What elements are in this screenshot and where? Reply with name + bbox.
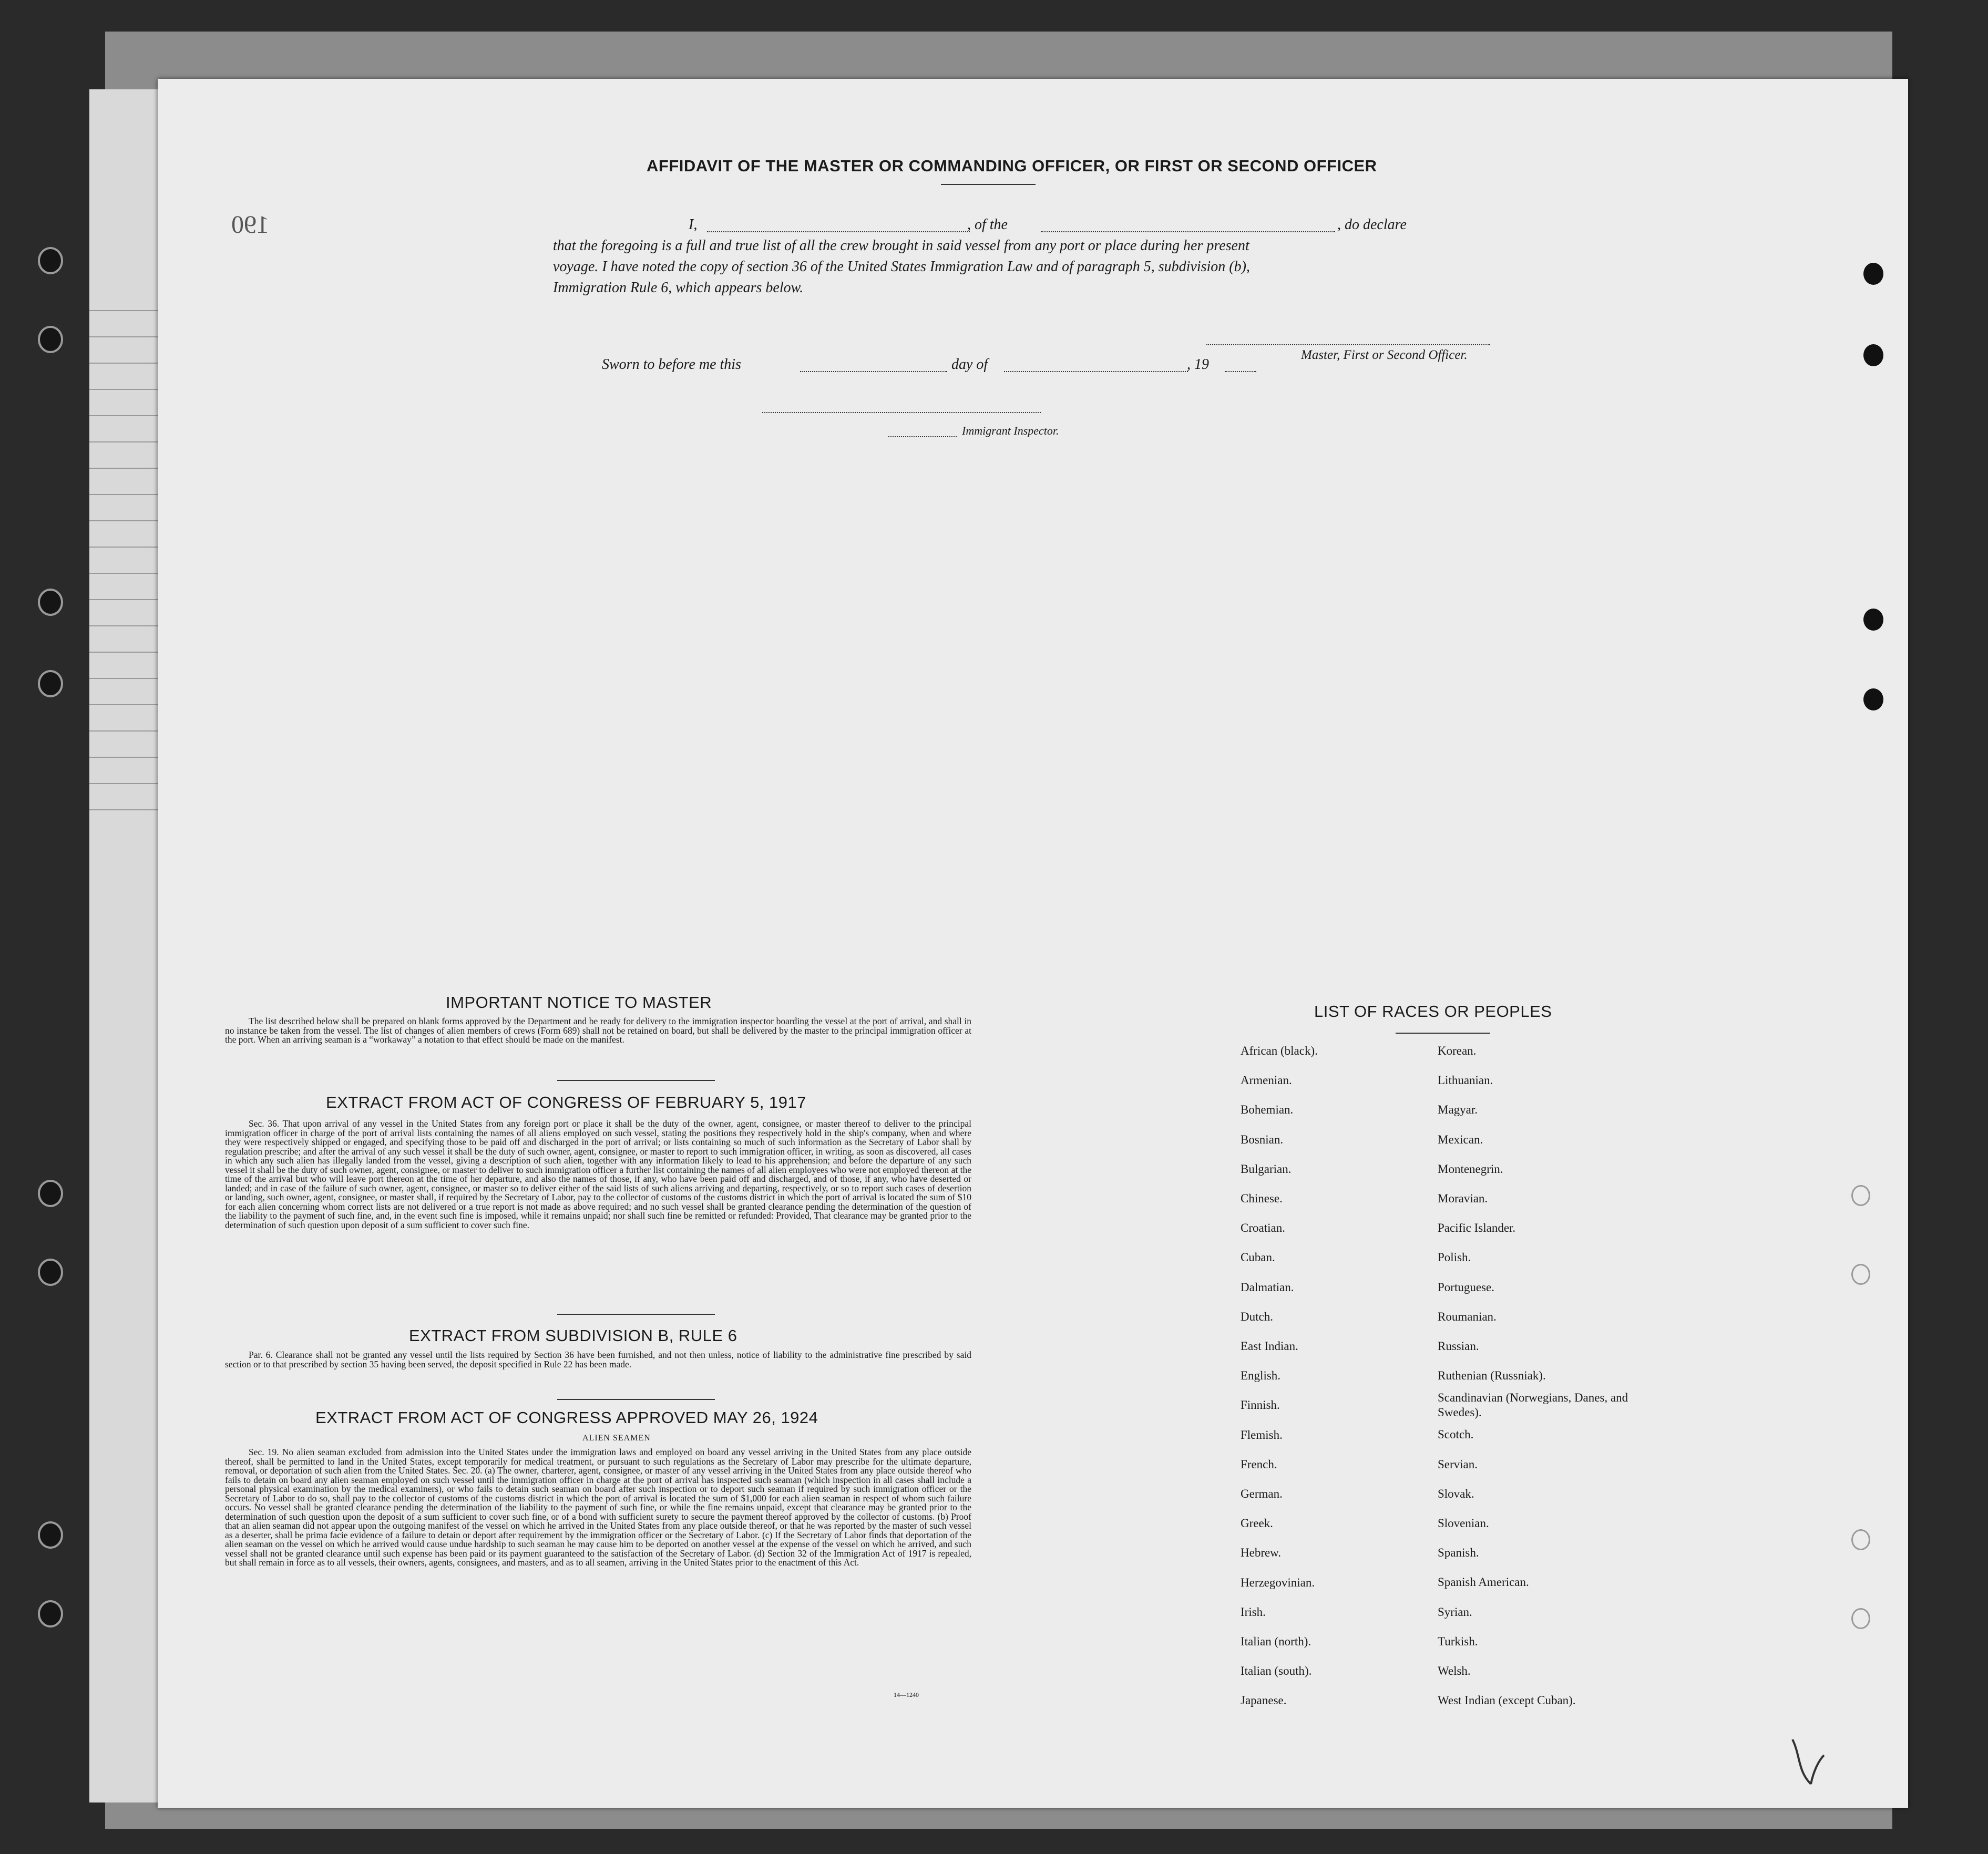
races-right-column	[1438, 1036, 1637, 1715]
punch-hole-icon	[38, 589, 63, 616]
punch-hole-icon	[1863, 688, 1883, 710]
punch-hole-icon	[1851, 1608, 1870, 1629]
sworn-mid: day of	[951, 356, 988, 373]
extract-1917-body: Sec. 36. That upon arrival of any vessel in the United States from any foreign port or place it shall be the duty of the owner, agent, consignee, or master thereof to deliver to the principal immigration officer in charge of the port of arrival lists containing the names of all aliens employed on such vessel, stating the positions they respectively hold in the ship's company, when and where they were respectively shipped or engaged, and specifying those to be paid off and discharged in the port of arrival; or lists containing so much of such information as the Secretary of Labor shall by regulation prescribe; and after the arrival of any such vessel it shall be the duty of such owner, agent, consignee, or master to report to such immigration officer, in writing, as soon as discovered, all cases in which any such alien has illegally landed from the vessel, giving a description of such alien, together with any information likely to lead to his apprehension; and before the departure of any such vessel it shall be the duty of such owner, agent, consignee, or master to deliver to such immigration officer a further list containing the names of all alien employees who were not employed thereon at the time of the arrival but who will leave port thereon at the time of her departure, and also the names of those, if any, who have been paid off and discharged, and of those, if any, who have deserted or landed; and in case of the failure of such owner, agent, consignee, or master so to deliver either of the said lists of such aliens arriving and departing, respectively, or so to report such cases of desertion or landing, such owner, agent, consignee, or master shall, if required by the Secretary of Labor, pay to the collector of customs of the customs district in which the port of arrival is located the sum of $10 for each alien concerning whom correct lists are not delivered or a true report is not made as above required; and no such vessel shall be granted clearance pending the determination of the question of the liability to the payment of such fine, and, in the event such fine is imposed, while it remains unpaid; nor shall such fine be remitted or refunded: Provided, That clearance may be granted prior to the determination of such question upon deposit of a sum sufficient to cover such fine.	[225, 1118, 971, 1230]
extract-1917-title: EXTRACT FROM ACT OF CONGRESS OF FEBRUARY 5, 1917	[326, 1093, 807, 1111]
race-item: Lithuanian.	[1438, 1074, 1493, 1087]
race-item: Welsh.	[1438, 1664, 1471, 1678]
sworn-month-field[interactable]	[1004, 371, 1188, 372]
stamp-number: 190	[231, 211, 269, 239]
punch-hole-icon	[1863, 344, 1883, 366]
punch-hole-icon	[1851, 1185, 1870, 1206]
punch-hole-icon	[38, 1259, 63, 1286]
punch-hole-icon	[1851, 1529, 1870, 1550]
race-item: Mexican.	[1438, 1132, 1483, 1146]
sworn-year-field[interactable]	[1225, 371, 1256, 372]
race-item: Turkish.	[1438, 1634, 1478, 1648]
punch-hole-icon	[38, 1600, 63, 1628]
race-item: Bohemian.	[1241, 1103, 1294, 1117]
race-item: Dutch.	[1241, 1310, 1273, 1323]
punch-hole-icon	[38, 670, 63, 697]
races-rule	[1396, 1033, 1490, 1034]
race-item: Slovenian.	[1438, 1517, 1489, 1530]
race-item: Korean.	[1438, 1044, 1477, 1057]
race-item: Greek.	[1241, 1517, 1273, 1530]
races-title: LIST OF RACES OR PEOPLES	[1314, 1002, 1552, 1021]
punch-hole-icon	[38, 1180, 63, 1207]
race-item: Magyar.	[1438, 1103, 1478, 1117]
race-item: Syrian.	[1438, 1605, 1472, 1619]
affidavit-line1-mid: , of the	[967, 217, 1008, 233]
race-item: Polish.	[1438, 1251, 1471, 1264]
name-field[interactable]	[707, 231, 970, 232]
race-item: Portuguese.	[1438, 1280, 1494, 1294]
punch-hole-icon	[1863, 263, 1883, 285]
race-item: English.	[1241, 1369, 1281, 1383]
punch-hole-icon	[1863, 609, 1883, 631]
races-left-column	[1241, 1036, 1318, 1716]
race-item: West Indian (except Cuban).	[1438, 1694, 1576, 1707]
inspector-prefix-line	[888, 436, 957, 437]
vessel-field[interactable]	[1041, 231, 1335, 232]
section-rule	[557, 1399, 715, 1400]
race-item: Slovak.	[1438, 1487, 1474, 1500]
sworn-start: Sworn to before me this	[602, 356, 741, 373]
punch-hole-icon	[38, 247, 63, 274]
affidavit-title: AFFIDAVIT OF THE MASTER OR COMMANDING OFFICER, OR FIRST OR SECOND OFFICER	[647, 157, 1377, 175]
inspector-label: Immigrant Inspector.	[962, 424, 1059, 437]
affidavit-line1-end: , do declare	[1337, 217, 1407, 233]
race-item: Spanish.	[1438, 1546, 1479, 1560]
race-item: Flemish.	[1241, 1428, 1283, 1441]
notice-title: IMPORTANT NOTICE TO MASTER	[446, 993, 712, 1012]
section-rule	[557, 1314, 715, 1315]
race-item: Montenegrin.	[1438, 1162, 1503, 1176]
race-item: Russian.	[1438, 1340, 1479, 1353]
extract-1924-subtitle: ALIEN SEAMEN	[582, 1434, 651, 1443]
section-rule	[557, 1080, 715, 1081]
affidavit-line4: Immigration Rule 6, which appears below.	[553, 280, 804, 296]
race-item: Scotch.	[1438, 1428, 1474, 1441]
affidavit-line2: that the foregoing is a full and true list of all the crew brought in said vessel from any port or place during her present	[553, 238, 1249, 254]
form-number: 14—1240	[894, 1691, 919, 1698]
race-item: Spanish American.	[1438, 1575, 1529, 1589]
race-item: Hebrew.	[1241, 1546, 1282, 1560]
race-item: Ruthenian (Russniak).	[1438, 1369, 1546, 1383]
extract-rule6-body: Par. 6. Clearance shall not be granted any vessel until the lists required by Section 36 have been furnished, and not then unless, notice of liability to the administrative fine prescribed by said section or to that prescribed by section 35 having been served, the deposit specified in Rule 22 has been made.	[225, 1350, 971, 1369]
race-item: Moravian.	[1438, 1192, 1488, 1206]
extract-rule6-title: EXTRACT FROM SUBDIVISION B, RULE 6	[409, 1326, 737, 1345]
race-item: German.	[1241, 1487, 1283, 1501]
sworn-year: , 19	[1187, 356, 1209, 373]
master-label: Master, First or Second Officer.	[1301, 348, 1468, 362]
race-item: Pacific Islander.	[1438, 1221, 1516, 1235]
race-item: Herzegovinian.	[1241, 1575, 1315, 1589]
race-item: Chinese.	[1241, 1192, 1283, 1206]
race-item: Scandinavian (Norwegians, Danes, and Swedes).	[1438, 1391, 1628, 1419]
affidavit-line3: voyage. I have noted the copy of section 36 of the United States Immigration Law and of paragraph 5, subdivision (b),	[553, 259, 1250, 275]
punch-hole-icon	[1851, 1264, 1870, 1285]
race-item: Roumanian.	[1438, 1310, 1497, 1323]
race-item: Bosnian.	[1241, 1132, 1284, 1146]
race-item: Italian (north).	[1241, 1635, 1311, 1649]
master-signature-field[interactable]	[1206, 344, 1490, 345]
inspector-signature-field[interactable]	[762, 412, 1041, 413]
race-item: French.	[1241, 1457, 1277, 1471]
race-item: Bulgarian.	[1241, 1162, 1292, 1176]
race-item: Dalmatian.	[1241, 1280, 1294, 1294]
race-item: Servian.	[1438, 1457, 1478, 1471]
race-item: Irish.	[1241, 1605, 1266, 1619]
race-item: Armenian.	[1241, 1074, 1292, 1087]
title-rule	[941, 184, 1036, 185]
sworn-day-field[interactable]	[800, 371, 947, 372]
punch-hole-icon	[38, 326, 63, 353]
pencil-mark-icon	[1782, 1734, 1829, 1792]
race-item: Japanese.	[1241, 1694, 1287, 1707]
race-item: Italian (south).	[1241, 1664, 1312, 1678]
race-item: Croatian.	[1241, 1221, 1285, 1235]
affidavit-line1-start: I,	[689, 217, 698, 233]
extract-1924-body: Sec. 19. No alien seaman excluded from admission into the United States under the immigration laws and employed on board any vessel arriving in the United States from any place outside thereof, shall be permitted to land in the United States, except temporarily for medical treatment, or pursuant to such regulations as the Secretary of Labor may prescribe for the ultimate departure, removal, or deportation of such alien from the United States. Sec. 20. (a) The owner, charterer, agent, consignee, or master of any vessel arriving in the United States from any place outside thereof who fails to detain on board any alien seaman employed on such vessel until the immigration officer in charge at the port of arrival has inspected such seaman (which inspection in all cases shall include a personal physical examination by the medical examiners), or who fails to detain such seaman on board after such inspection or to deport such seaman if required by such immigration officer or the Secretary of Labor to do so, shall pay to the collector of customs of the customs district in which the port of arrival is located the sum of $1,000 for each alien seaman in respect of whom such failure occurs. No vessel shall be granted clearance pending the determination of the liability to the payment of such fine, or while the fine remains unpaid, except that clearance may be granted prior to the determination of such question upon the deposit of a sum sufficient to cover such fine, or of a bond with sufficient surety to secure the payment thereof approved by the collector of customs. (b) Proof that an alien seaman did not appear upon the outgoing manifest of the vessel on which he arrived in the United States from any place outside thereof, or that he was reported by the master of such vessel as a deserter, shall be prima facie evidence of a failure to detain or deport after requirement by the immigration officer or the Secretary of Labor. (c) If the Secretary of Labor finds that deportation of the alien seaman on the vessel on which he arrived would cause undue hardship to such seaman he may cause him to be deported on another vessel at the expense of the vessel on which he arrived, and such vessel shall not be granted clearance until such expense has been paid or its payment guaranteed to the satisfaction of the Secretary of Labor. (d) Section 32 of the Immigration Act of 1917 is repealed, but shall remain in force as to all vessels, their owners, agents, consignees, and masters, and as to all seamen, arriving in the United States prior to the enactment of this Act.	[225, 1447, 971, 1568]
race-item: Cuban.	[1241, 1251, 1275, 1264]
extract-1924-title: EXTRACT FROM ACT OF CONGRESS APPROVED MAY 26, 1924	[315, 1408, 818, 1427]
race-item: Finnish.	[1241, 1398, 1280, 1412]
notice-body: The list described below shall be prepared on blank forms approved by the Department and be ready for delivery to the immigration inspector boarding the vessel at the port of arrival, and shall in no instance be taken from the vessel. The list of changes of alien members of crews (Form 689) shall not be retained on board, but shall be delivered by the master to the principal immigration officer at the port. When an arriving seaman is a “workaway” a notation to that effect should be made on the manifest.	[225, 1016, 971, 1045]
form-page	[158, 79, 1908, 1808]
punch-hole-icon	[38, 1521, 63, 1549]
race-item: African (black).	[1241, 1044, 1318, 1057]
race-item: East Indian.	[1241, 1340, 1298, 1353]
